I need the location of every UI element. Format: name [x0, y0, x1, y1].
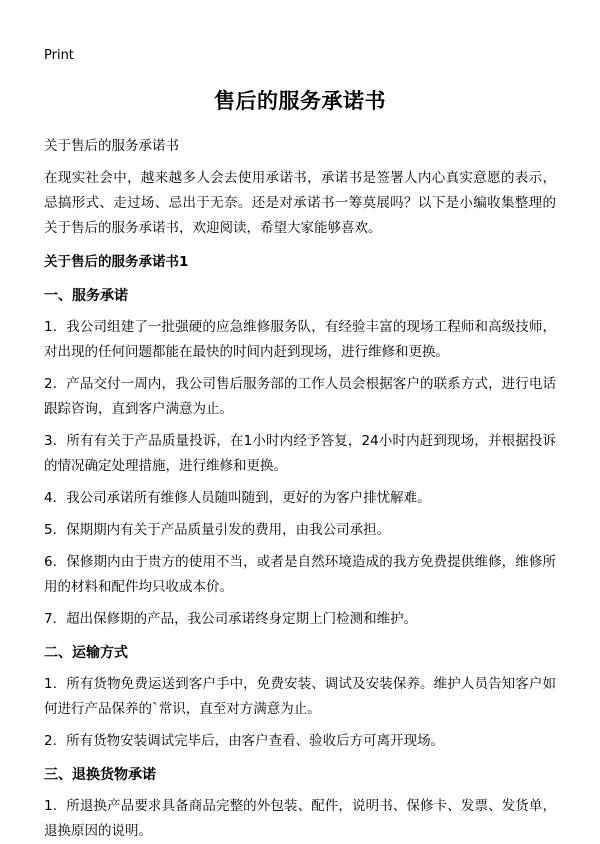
list-item: 1．所退换产品要求具备商品完整的外包装、配件，说明书、保修卡、发票、发货单，退换原因的说明。	[44, 798, 556, 839]
page-title: 售后的服务承诺书	[214, 89, 386, 113]
list-item: 5．保期期内有关于产品质量引发的费用，由我公司承担。	[44, 522, 391, 538]
list-item: 7．超出保修期的产品，我公司承诺终身定期上门检测和维护。	[44, 611, 418, 627]
section-heading-service: 一、服务承诺	[44, 288, 128, 304]
list-item: 6．保修期内由于贵方的使用不当，或者是自然环境造成的我方免费提供维修，维修所用的材料和配件均只收成本价。	[44, 554, 556, 595]
section-heading-return: 三、退换货物承诺	[44, 767, 156, 783]
list-item: 3．所有有关于产品质量投诉，在1小时内经予答复，24小时内赶到现场，并根据投诉的情况确定处理措施，进行维修和更换。	[44, 433, 556, 474]
document-section-title: 关于售后的服务承诺书1	[44, 254, 189, 270]
print-button[interactable]: Print	[44, 48, 74, 63]
list-item: 2．产品交付一周内，我公司售后服务部的工作人员会根据客户的联系方式，进行电话跟踪咨询，直到客户满意为止。	[44, 376, 556, 417]
section-heading-transport: 二、运输方式	[44, 645, 128, 661]
list-item: 1．我公司组建了一批强硬的应急维修服务队，有经验丰富的现场工程师和高级技师，对出现的任何问题都能在最快的时间内赶到现场，进行维修和更换。	[44, 319, 556, 360]
list-item: 4．我公司承诺所有维修人员随叫随到，更好的为客户排忧解难。	[44, 490, 431, 506]
list-item: 1．所有货物免费运送到客户手中，免费安装、调试及安装保养。维护人员告知客户如何进行产品保养的`常识，直至对方满意为止。	[44, 676, 556, 717]
document-intro: 在现实社会中，越来越多人会去使用承诺书，承诺书是签署人内心真实意愿的表示，忌搞形式、走过场、忌出于无奈。还是对承诺书一筹莫展吗？以下是小编收集整理的关于售后的服务承诺书，欢迎阅读，希望大家能够喜欢。	[44, 170, 556, 236]
list-item: 2．所有货物安装调试完毕后，由客户查看、验收后方可离开现场。	[44, 733, 445, 749]
document-subtitle: 关于售后的服务承诺书	[44, 138, 179, 154]
